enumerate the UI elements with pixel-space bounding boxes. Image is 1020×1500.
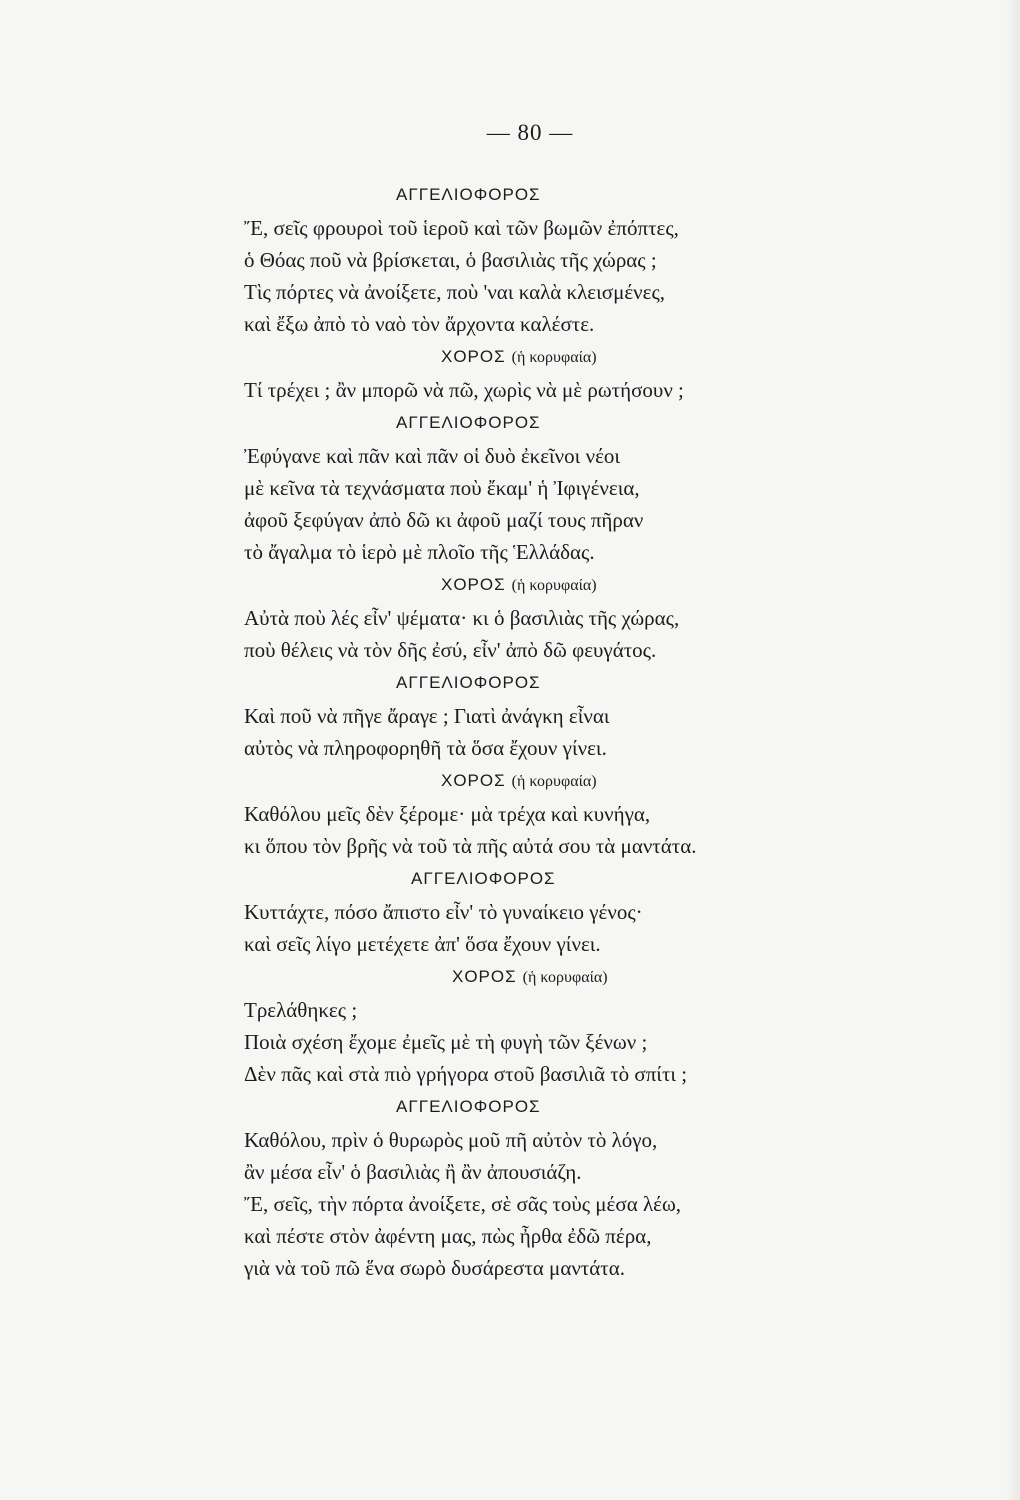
speaker-name: ΧΟΡΟΣ <box>441 771 506 790</box>
dialogue-block <box>244 1090 884 1284</box>
speaker-heading <box>244 178 884 212</box>
page-number: — 80 — <box>486 120 574 145</box>
speaker-name: ΧΟΡΟΣ <box>441 347 506 366</box>
speaker-note: (ἡ κορυφαία) <box>511 349 597 366</box>
verse-line: μὲ κεῖνα τὰ τεχνάσματα ποὺ ἔκαμ' ἡ Ἰφιγένεια, <box>244 476 640 500</box>
verse-line: καὶ σεῖς λίγο μετέχετε ἀπ' ὅσα ἔχουν γίνει. <box>244 932 601 956</box>
speaker-note: (ἡ κορυφαία) <box>511 577 597 594</box>
verse-line: Τὶς πόρτες νὰ ἀνοίξετε, ποὺ 'ναι καλὰ κλεισμένες, <box>244 280 666 304</box>
dialogue-block <box>244 960 884 1090</box>
verse-line: Καθόλου, πρὶν ὁ θυρωρὸς μοῦ πῆ αὐτὸν τὸ λόγο, <box>244 1128 658 1152</box>
dialogue-block <box>244 340 884 406</box>
verse-line: Ποιὰ σχέση ἔχομε ἐμεῖς μὲ τὴ φυγὴ τῶν ξένων ; <box>244 1030 648 1054</box>
verse-line: Δὲν πᾶς καὶ στὰ πιὸ γρήγορα στοῦ βασιλιᾶ τὸ σπίτι ; <box>244 1062 688 1086</box>
verse-line: ἂν μέσα εἶν' ὁ βασιλιὰς ἢ ἂν ἀπουσιάζη. <box>244 1160 582 1184</box>
verse-line: Τρελάθηκες ; <box>244 998 358 1022</box>
speaker-heading <box>244 960 884 994</box>
speaker-note: (ἡ κορυφαία) <box>511 773 597 790</box>
speaker-heading <box>244 666 884 700</box>
verse-line: ὁ Θόας ποῦ νὰ βρίσκεται, ὁ βασιλιὰς τῆς χώρας ; <box>244 248 657 272</box>
speaker-heading <box>244 406 884 440</box>
speaker-name: ΑΓΓΕΛΙΟΦΟΡΟΣ <box>396 1097 541 1116</box>
speaker-name: ΑΓΓΕΛΙΟΦΟΡΟΣ <box>396 185 541 204</box>
speaker-heading <box>244 764 884 798</box>
verse-line: ἀφοῦ ξεφύγαν ἀπὸ δῶ κι ἀφοῦ μαζί τους πῆραν <box>244 508 644 532</box>
speaker-heading <box>244 1090 884 1124</box>
verse-line: Ἐφύγανε καὶ πᾶν καὶ πᾶν οἱ δυὸ ἐκεῖνοι νέοι <box>244 444 621 468</box>
dialogue-block <box>244 568 884 666</box>
verse-line: αὐτὸς νὰ πληροφορηθῆ τὰ ὅσα ἔχουν γίνει. <box>244 736 607 760</box>
dialogue-text <box>244 178 884 1284</box>
speaker-heading <box>244 568 884 602</box>
verse-line: Ἔ, σεῖς φρουροὶ τοῦ ἱεροῦ καὶ τῶν βωμῶν ἐπόπτες, <box>244 216 679 240</box>
verse-line: Κυττάχτε, πόσο ἄπιστο εἶν' τὸ γυναίκειο γένος· <box>244 900 643 924</box>
verse-line: ποὺ θέλεις νὰ τὸν δῆς ἐσύ, εἶν' ἀπὸ δῶ φευγάτος. <box>244 638 657 662</box>
page-edge-shadow <box>1006 0 1020 1500</box>
speaker-heading <box>244 862 884 896</box>
dialogue-block <box>244 862 884 960</box>
verse-line: τὸ ἄγαλμα τὸ ἱερὸ μὲ πλοῖο τῆς Ἑλλάδας. <box>244 540 595 564</box>
speaker-note: (ἡ κορυφαία) <box>522 969 608 986</box>
verse-line: καὶ πέστε στὸν ἀφέντη μας, πὼς ἦρθα ἐδῶ πέρα, <box>244 1224 652 1248</box>
verse-line: κι ὅπου τὸν βρῆς νὰ τοῦ τὰ πῆς αὐτά σου τὰ μαντάτα. <box>244 834 697 858</box>
verse-line: Αὐτὰ ποὺ λές εἶν' ψέματα· κι ὁ βασιλιὰς τῆς χώρας, <box>244 606 680 630</box>
verse-line: Καὶ ποῦ νὰ πῆγε ἄραγε ; Γιατὶ ἀνάγκη εἶναι <box>244 704 610 728</box>
dialogue-block <box>244 178 884 340</box>
speaker-name: ΑΓΓΕΛΙΟΦΟΡΟΣ <box>396 673 541 692</box>
dialogue-block <box>244 764 884 862</box>
dialogue-block <box>244 406 884 568</box>
verse-line: καὶ ἔξω ἀπὸ τὸ ναὸ τὸν ἄρχοντα καλέστε. <box>244 312 595 336</box>
verse-line: γιὰ νὰ τοῦ πῶ ἕνα σωρὸ δυσάρεστα μαντάτα. <box>244 1256 625 1280</box>
speaker-name: ΧΟΡΟΣ <box>452 967 517 986</box>
dialogue-block <box>244 666 884 764</box>
verse-line: Ἔ, σεῖς, τὴν πόρτα ἀνοίξετε, σὲ σᾶς τοὺς μέσα λέω, <box>244 1192 682 1216</box>
speaker-name: ΑΓΓΕΛΙΟΦΟΡΟΣ <box>411 869 556 888</box>
verse-line: Καθόλου μεῖς δὲν ξέρομε· μὰ τρέχα καὶ κυνήγα, <box>244 802 651 826</box>
speaker-heading <box>244 340 884 374</box>
verse-line: Τί τρέχει ; ἂν μπορῶ νὰ πῶ, χωρὶς νὰ μὲ ρωτήσουν ; <box>244 378 684 402</box>
speaker-name: ΑΓΓΕΛΙΟΦΟΡΟΣ <box>396 413 541 432</box>
speaker-name: ΧΟΡΟΣ <box>441 575 506 594</box>
